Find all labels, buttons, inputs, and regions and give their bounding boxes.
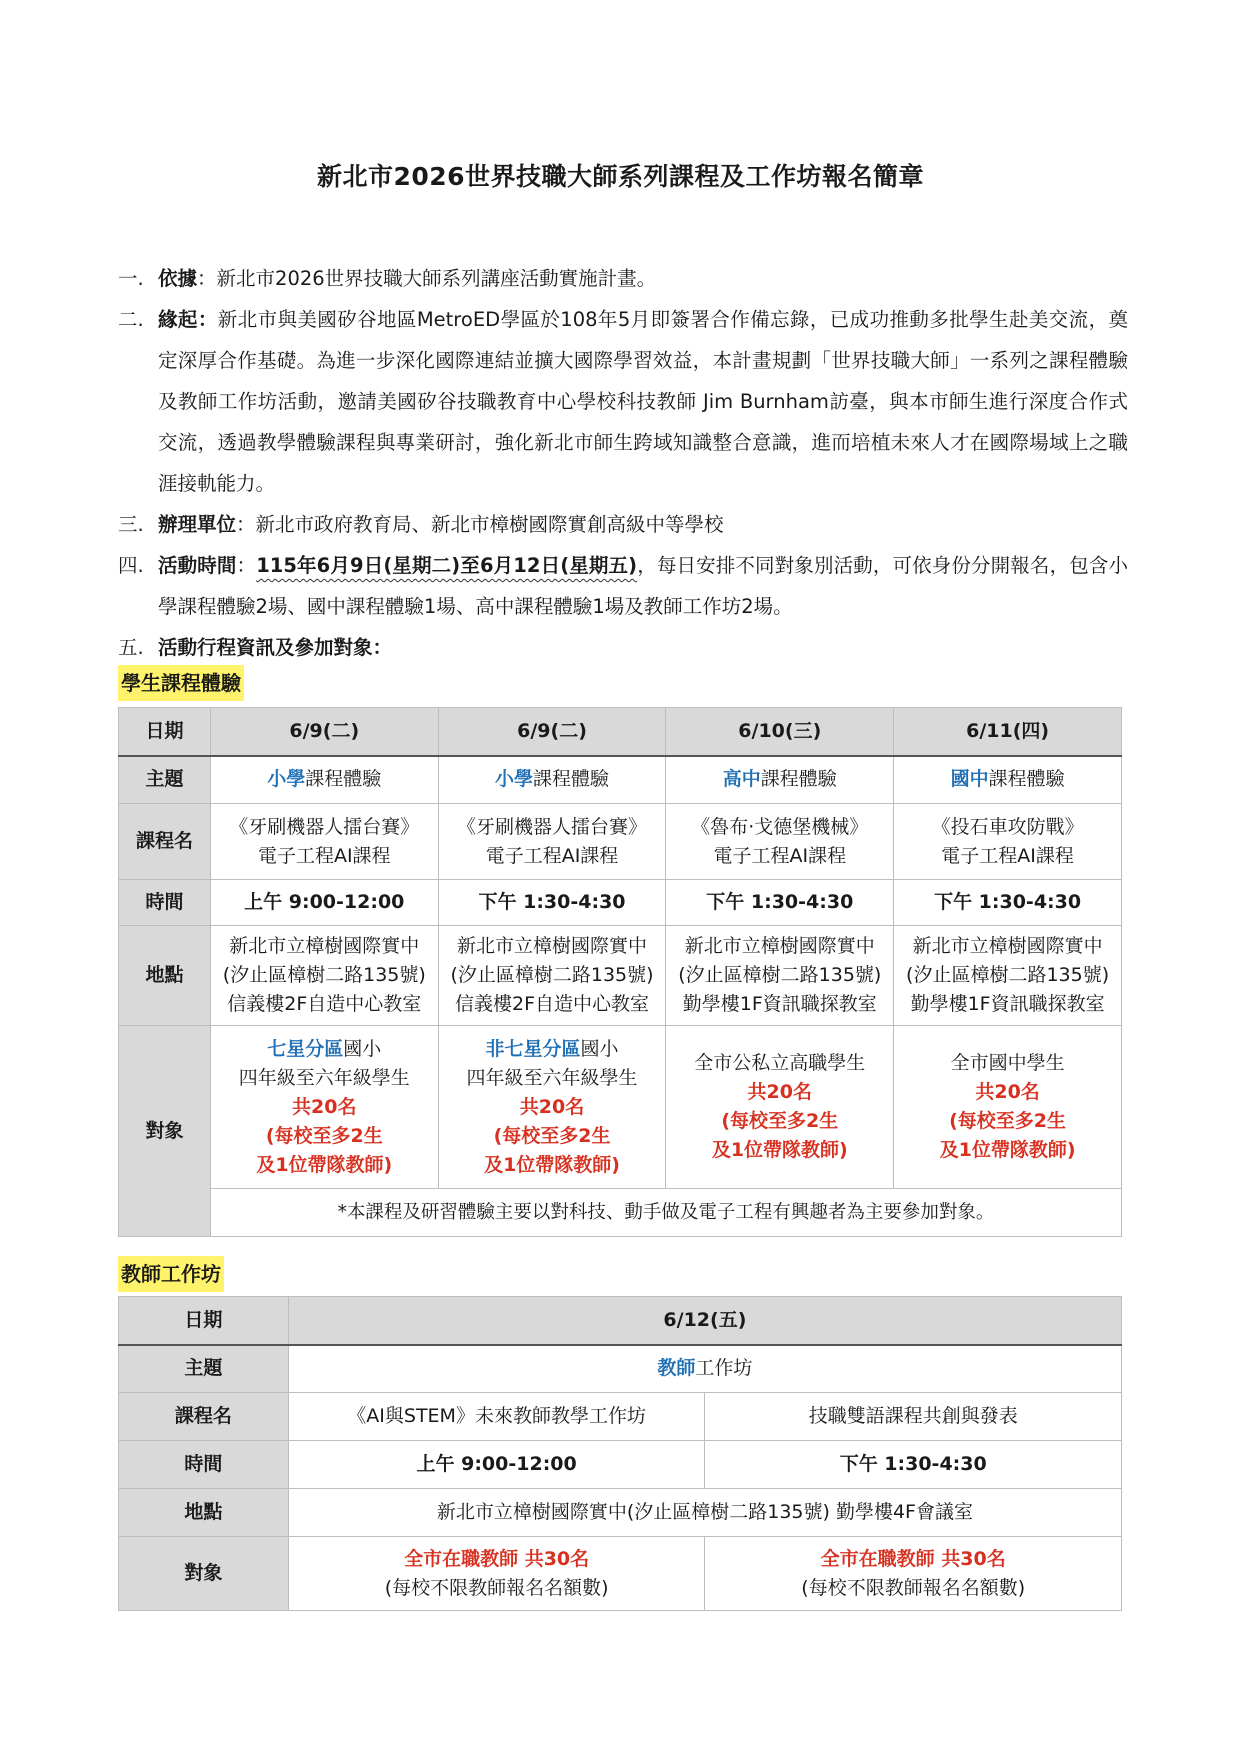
- location-address: (汐止區樟樹二路135號): [678, 964, 882, 986]
- section-separator: ：: [236, 554, 257, 577]
- location-address: (汐止區樟樹二路135號): [450, 964, 654, 986]
- theme-text: 課程體驗: [760, 768, 837, 791]
- target-cell: [438, 1026, 666, 1189]
- table-row: [119, 1537, 1122, 1611]
- event-dates: 115年6月9日(星期二)至6月12日(星期五): [256, 554, 638, 577]
- section-label: 依據: [158, 267, 198, 290]
- course-title: 《魯布·戈德堡機械》: [691, 815, 869, 838]
- theme-level: 教師: [657, 1357, 696, 1380]
- course-title: 《牙刷機器人擂台賽》: [457, 815, 648, 838]
- course-subtitle: 電子工程AI課程: [485, 844, 619, 867]
- target-count: 共20名: [747, 1081, 812, 1103]
- target-note: (每校不限教師報名名額數): [384, 1576, 609, 1599]
- location-cell: [894, 926, 1122, 1026]
- target-grades: 四年級至六年級學生: [238, 1066, 410, 1089]
- target-district: 七星分區: [267, 1037, 344, 1060]
- column-date: 6/10(三): [666, 708, 894, 756]
- location-school: 新北市立樟樹國際實中: [229, 935, 420, 957]
- theme-cell: [894, 756, 1122, 804]
- target-cell: [210, 1026, 438, 1189]
- time-cell: 下午 1:30-4:30: [894, 880, 1122, 926]
- course-cell: 技職雙語課程共創與發表: [705, 1393, 1122, 1441]
- target-count: 全市在職教師 共30名: [404, 1547, 590, 1570]
- table-row: [119, 756, 1122, 804]
- table-row: [119, 1297, 1122, 1345]
- section-label: 活動行程資訊及參加對象: [158, 636, 373, 659]
- location-room: 勤學樓1F資訊職探教室: [682, 993, 877, 1015]
- location-room: 勤學樓1F資訊職探教室: [910, 993, 1105, 1015]
- section-label: 辦理單位: [158, 513, 237, 536]
- section-text: 新北市與美國矽谷地區MetroED學區於108年5月即簽署合作備忘錄，已成功推動多批學生赴美交流，奠定深厚合作基礎。為進一步深化國際連結並擴大國際學習效益，本計畫規劃「世界技職大師」一系列之課程體驗及教師工作坊活動，邀請美國矽谷技職教育中心學校科技教師 Jim Burnham訪臺，與本市師生進行深度合作式交流，透過教學體驗課程與專業研討，強化新北市師生跨域知識整合意識，進而培植未來人才在國際場域上之職涯接軌能力。: [158, 308, 1128, 495]
- section-number: 四.: [118, 554, 144, 577]
- row-header-theme: 主題: [119, 1345, 289, 1393]
- target-count: 共20名: [975, 1081, 1040, 1103]
- target-limit: (每校至多2生: [265, 1124, 383, 1147]
- column-date: 6/11(四): [894, 708, 1122, 756]
- target-limit: (每校至多2生: [493, 1124, 611, 1147]
- course-cell: [438, 804, 666, 880]
- target-district: 非七星分區: [485, 1037, 581, 1060]
- section-separator: ：: [197, 308, 218, 331]
- section-number: 一.: [118, 267, 144, 290]
- section-label: 活動時間: [158, 554, 237, 577]
- target-grades: 四年級至六年級學生: [466, 1066, 638, 1089]
- time-cell: 下午 1:30-4:30: [705, 1441, 1122, 1489]
- student-schedule-table: [118, 707, 1122, 1237]
- row-header-location: 地點: [119, 1489, 289, 1537]
- section-separator: ：: [372, 636, 393, 659]
- theme-text: 課程體驗: [305, 768, 382, 791]
- location-school: 新北市立樟樹國際實中: [684, 935, 875, 957]
- section-text: 新北市政府教育局、新北市樟樹國際實創高級中等學校: [255, 513, 724, 536]
- target-note: (每校不限教師報名名額數): [801, 1576, 1026, 1599]
- row-header-course: 課程名: [119, 804, 211, 880]
- target-school-type: 國小: [580, 1037, 619, 1060]
- table-row: [119, 1441, 1122, 1489]
- column-date: 6/9(二): [438, 708, 666, 756]
- intro-sections: [118, 258, 1128, 668]
- student-heading: 學生課程體驗: [118, 665, 244, 701]
- location-school: 新北市立樟樹國際實中: [457, 935, 648, 957]
- time-cell: 上午 9:00-12:00: [288, 1441, 705, 1489]
- section-basis: [118, 258, 1128, 299]
- section-text: ，每日安排不同對象別活動，可依身份分開報名，包含小學課程體驗2場、國中課程體驗1場、高中課程體驗1場及教師工作坊2場。: [158, 554, 1128, 618]
- section-separator: ：: [197, 267, 217, 290]
- location-room: 信義樓2F自造中心教室: [227, 993, 422, 1015]
- page-title: 新北市2026世界技職大師系列課程及工作坊報名簡章: [316, 162, 925, 191]
- target-cell: [705, 1537, 1122, 1611]
- course-cell: 《AI與STEM》未來教師教學工作坊: [288, 1393, 705, 1441]
- table-row: [119, 1393, 1122, 1441]
- theme-cell: [288, 1345, 1121, 1393]
- table-row: [119, 708, 1122, 756]
- target-limit: 及1位帶隊教師): [256, 1153, 393, 1176]
- theme-level: 小學: [495, 768, 534, 791]
- section-info: [118, 627, 1128, 668]
- location-cell: [438, 926, 666, 1026]
- time-cell: 下午 1:30-4:30: [666, 880, 894, 926]
- theme-cell: [210, 756, 438, 804]
- location-cell: 新北市立樟樹國際實中(汐止區樟樹二路135號) 勤學樓4F會議室: [288, 1489, 1121, 1537]
- theme-cell: [666, 756, 894, 804]
- row-header-time: 時間: [119, 880, 211, 926]
- table-row: [119, 880, 1122, 926]
- target-limit: 及1位帶隊教師): [939, 1139, 1076, 1161]
- section-organizer: [118, 504, 1128, 545]
- target-cell: [288, 1537, 705, 1611]
- table-note: *本課程及研習體驗主要以對科技、動手做及電子工程有興趣者為主要參加對象。: [210, 1189, 1121, 1237]
- section-number: 五.: [118, 636, 144, 659]
- row-header-time: 時間: [119, 1441, 289, 1489]
- course-title: 《牙刷機器人擂台賽》: [229, 815, 420, 838]
- theme-text: 工作坊: [695, 1357, 753, 1380]
- target-limit: 及1位帶隊教師): [711, 1139, 848, 1161]
- location-room: 信義樓2F自造中心教室: [455, 993, 650, 1015]
- section-label: 緣起: [158, 308, 198, 331]
- theme-text: 課程體驗: [988, 768, 1065, 791]
- location-cell: [210, 926, 438, 1026]
- section-separator: ：: [236, 513, 256, 536]
- course-cell: [894, 804, 1122, 880]
- row-header-date: 日期: [119, 1297, 289, 1345]
- theme-level: 高中: [722, 768, 761, 791]
- location-address: (汐止區樟樹二路135號): [222, 964, 426, 986]
- target-cell: [894, 1026, 1122, 1189]
- theme-text: 課程體驗: [533, 768, 610, 791]
- course-cell: [210, 804, 438, 880]
- section-schedule: [118, 545, 1128, 627]
- table-row: [119, 926, 1122, 1026]
- target-school-type: 全市國中學生: [950, 1052, 1065, 1074]
- section-origin: [118, 299, 1128, 504]
- target-cell: [666, 1026, 894, 1189]
- section-number: 二.: [118, 308, 144, 331]
- theme-level: 國中: [950, 768, 989, 791]
- row-header-course: 課程名: [119, 1393, 289, 1441]
- course-subtitle: 電子工程AI課程: [941, 844, 1074, 867]
- table-row: [119, 1189, 1122, 1237]
- table-row: [119, 1026, 1122, 1189]
- table-row: [119, 1489, 1122, 1537]
- course-title: 《投石車攻防戰》: [931, 815, 1084, 838]
- location-school: 新北市立樟樹國際實中: [912, 935, 1103, 957]
- teacher-heading: 教師工作坊: [118, 1256, 224, 1292]
- location-cell: [666, 926, 894, 1026]
- teacher-workshop-table: [118, 1296, 1122, 1611]
- target-count: 全市在職教師 共30名: [820, 1547, 1006, 1570]
- target-limit: (每校至多2生: [721, 1110, 839, 1132]
- course-subtitle: 電子工程AI課程: [257, 844, 391, 867]
- time-cell: 下午 1:30-4:30: [438, 880, 666, 926]
- column-date: 6/9(二): [210, 708, 438, 756]
- row-header-date: 日期: [119, 708, 211, 756]
- target-school-type: 國小: [343, 1037, 382, 1060]
- target-school-type: 全市公私立高職學生: [694, 1052, 866, 1074]
- target-limit: (每校至多2生: [949, 1110, 1067, 1132]
- target-limit: 及1位帶隊教師): [484, 1153, 620, 1176]
- column-date: 6/12(五): [288, 1297, 1121, 1345]
- course-subtitle: 電子工程AI課程: [713, 844, 847, 867]
- row-header-target: 對象: [119, 1026, 211, 1237]
- theme-cell: [438, 756, 666, 804]
- row-header-target: 對象: [119, 1537, 289, 1611]
- time-cell: 上午 9:00-12:00: [210, 880, 438, 926]
- target-count: 共20名: [292, 1095, 357, 1118]
- section-number: 三.: [118, 513, 144, 536]
- target-count: 共20名: [519, 1095, 585, 1118]
- row-header-location: 地點: [119, 926, 211, 1026]
- table-row: [119, 1345, 1122, 1393]
- table-row: [119, 804, 1122, 880]
- row-header-theme: 主題: [119, 756, 211, 804]
- course-cell: [666, 804, 894, 880]
- section-text: 新北市2026世界技職大師系列講座活動實施計畫。: [216, 267, 657, 290]
- theme-level: 小學: [267, 768, 306, 791]
- location-address: (汐止區樟樹二路135號): [906, 964, 1110, 986]
